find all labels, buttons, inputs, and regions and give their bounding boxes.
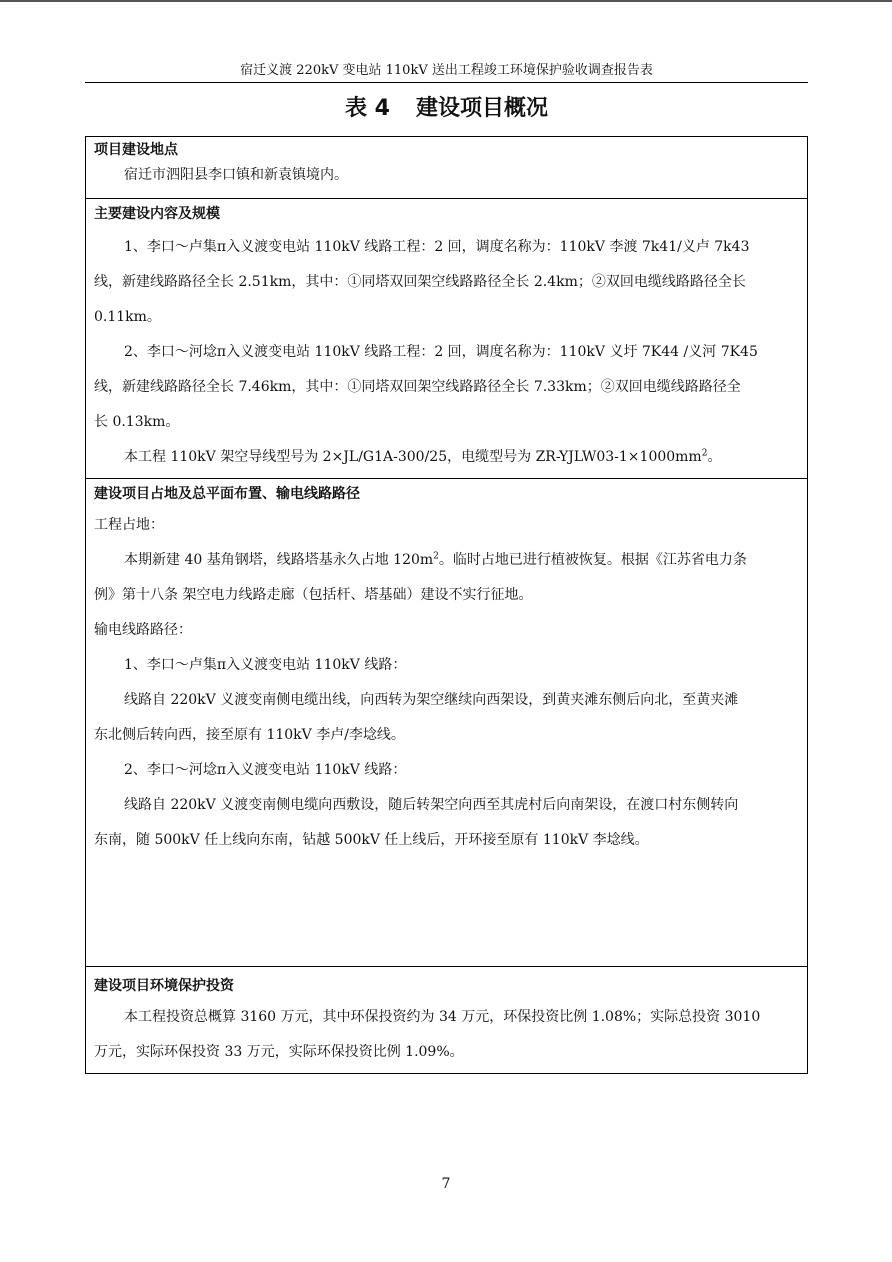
- route-2-paragraph: [94, 788, 799, 858]
- scope-paragraph-3: [94, 440, 799, 475]
- scope-p3-superscript: 2: [701, 448, 708, 459]
- table-title: [85, 92, 808, 126]
- table-title-text: 建设项目概况: [415, 96, 548, 121]
- project-overview-table: [85, 136, 808, 1074]
- route-1-title: 1、李口～卢集π入义渡变电站 110kV 线路：: [124, 657, 407, 673]
- scope-paragraph-2: [94, 335, 799, 440]
- top-border-line: [0, 0, 892, 2]
- scope-paragraph-1: [94, 230, 799, 335]
- scope-p2-line-3: 长 0.13km。: [94, 414, 180, 430]
- land-line-1-a: 本期新建 40 基角钢塔，线路塔基永久占地 120m: [124, 552, 434, 568]
- land-line-1: [94, 543, 799, 578]
- land-superscript: 2: [433, 551, 439, 562]
- scope-p1-line-2: 线，新建线路路径全长 2.51km，其中：①同塔双回架空线路路径全长 2.4km；②双回电缆线路路径全长: [94, 274, 746, 290]
- land-line-1-b: 。临时占地已进行植被恢复。根据《江苏省电力条: [438, 552, 747, 568]
- section-title-location: 项目建设地点: [94, 142, 178, 158]
- scope-p2-line-2: 线，新建线路路径全长 7.46km，其中：①同塔双回架空线路路径全长 7.33km；②双回电缆线路路径全: [94, 379, 741, 395]
- section-layout: [86, 479, 807, 967]
- route-2-title: 2、李口～河埝π入义渡变电站 110kV 线路：: [124, 762, 407, 778]
- land-line-2: 例》第十八条 架空电力线路走廊（包括杆、塔基础）建设不实行征地。: [94, 587, 533, 603]
- land-paragraph: [94, 543, 799, 613]
- investment-line-1: 本工程投资总概算 3160 万元，其中环保投资约为 34 万元，环保投资比例 1.08%；实际总投资 3010: [124, 1009, 761, 1025]
- route-2-line-2: 东南，随 500kV 任上线向东南，钻越 500kV 任上线后，开环接至原有 110kV 李埝线。: [94, 832, 649, 848]
- scope-p1-line-3: 0.11km。: [94, 309, 161, 325]
- section-title-scope: 主要建设内容及规模: [94, 206, 220, 222]
- scope-p3-main: 本工程 110kV 架空导线型号为 2×JL/G1A-300/25，电缆型号为 ZR-YJLW03-1×1000mm: [124, 449, 702, 465]
- scope-p3-line: [94, 440, 799, 475]
- scope-p1-line-1: 1、李口～卢集π入义渡变电站 110kV 线路工程：2 回，调度名称为：110kV 李渡 7k41/义卢 7k43: [124, 239, 750, 255]
- location-text: 宿迁市泗阳县李口镇和新袁镇境内。: [124, 167, 348, 183]
- section-title-investment: 建设项目环境保护投资: [94, 978, 234, 994]
- section-title-layout: 建设项目占地及总平面布置、输电线路路径: [94, 486, 360, 502]
- scope-p3-end: 。: [707, 449, 722, 465]
- investment-paragraph: [94, 1000, 799, 1070]
- section-location: [86, 137, 807, 199]
- route-1-line-2: 东北侧后转向西，接至原有 110kV 李卢/李埝线。: [94, 727, 405, 743]
- route-label: 输电线路路径：: [94, 622, 192, 638]
- investment-line-2: 万元，实际环保投资 33 万元，实际环保投资比例 1.09%。: [94, 1044, 464, 1060]
- running-header: 宿迁义渡 220kV 变电站 110kV 送出工程竣工环境保护验收调查报告表: [85, 60, 808, 83]
- route-2-line-1: 线路自 220kV 义渡变南侧电缆向西敷设，随后转架空向西至其虎村后向南架设，在渡口村东侧转向: [124, 797, 739, 813]
- page-number: 7: [441, 1176, 451, 1192]
- table-number: 表 4: [345, 96, 390, 121]
- section-scope: [86, 199, 807, 479]
- route-1-line-1: 线路自 220kV 义渡变南侧电缆出线，向西转为架空继续向西架设，到黄夹滩东侧后向北，至黄夹滩: [124, 692, 739, 708]
- scope-p2-line-1: 2、李口～河埝π入义渡变电站 110kV 线路工程：2 回，调度名称为：110kV 义圩 7K44 /义河 7K45: [124, 344, 758, 360]
- route-1-paragraph: [94, 683, 799, 753]
- land-label: 工程占地：: [94, 517, 164, 533]
- section-investment: [86, 967, 807, 1073]
